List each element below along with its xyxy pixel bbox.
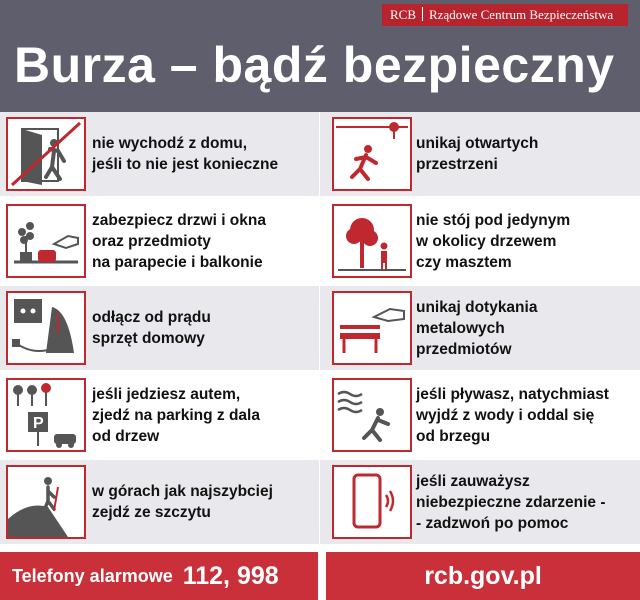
tip-line: na parapecie i balkonie (92, 253, 263, 271)
tip-line: jeśli jedziesz autem, (92, 385, 241, 403)
svg-text:P: P (33, 415, 44, 432)
tip-row-call-help (320, 460, 640, 544)
mountain-descent-icon (6, 465, 86, 539)
tip-line: nie wychodź z domu, (92, 135, 248, 152)
tip-line: przedmiotów (416, 340, 512, 358)
emergency-phones-label: Telefony alarmowe (12, 565, 173, 586)
tip-row-parking (0, 373, 320, 457)
tip-line: niebezpieczne zdarzenie - (416, 493, 606, 511)
left-tips-column (0, 112, 320, 544)
leave-water-icon (332, 378, 412, 452)
tip-line: czy masztem (416, 253, 512, 271)
emergency-phones-numbers: 112, 998 (182, 561, 279, 590)
tip-line: unikaj otwartych (416, 135, 539, 152)
tip-line: od drzew (92, 427, 160, 445)
lone-tree-icon (332, 204, 412, 278)
badge-separator (422, 7, 423, 21)
tip-text (416, 373, 638, 457)
parking-icon (6, 378, 86, 452)
tip-line: przestrzeni (416, 156, 498, 173)
website-link[interactable]: rcb.gov.pl (326, 552, 640, 600)
tip-line: od brzegu (416, 427, 491, 445)
tip-row-mountains (0, 460, 320, 544)
tip-line: zabezpiecz drzwi i okna (92, 211, 266, 229)
header (0, 0, 640, 112)
tip-text (92, 199, 318, 283)
tip-text (92, 460, 318, 544)
tip-line: w górach jak najszybciej (92, 483, 273, 500)
tip-line: jeśli to nie jest konieczne (92, 156, 279, 173)
tip-row-stay-home (0, 112, 320, 196)
unplug-iron-icon (6, 291, 86, 365)
tip-row-water (320, 373, 640, 457)
no-exit-door-icon (6, 117, 86, 191)
tip-line: sprzęt domowy (92, 330, 205, 347)
rcb-abbreviation: RCB (390, 7, 417, 22)
tip-row-secure-items (0, 199, 320, 283)
tip-line: zjedź na parking z dala (92, 406, 260, 424)
tip-line: wyjdź z wody i oddal się (416, 406, 595, 424)
tip-text (416, 199, 638, 283)
tip-line: w okolicy drzewem (416, 232, 557, 250)
tip-row-lone-tree (320, 199, 640, 283)
tip-text (92, 112, 318, 196)
metal-bench-icon (332, 291, 412, 365)
tip-line: - zadzwoń po pomoc (416, 514, 569, 532)
tip-text (416, 112, 638, 196)
tip-text (416, 286, 638, 370)
tip-line: odłącz od prądu (92, 309, 211, 326)
rcb-logo-badge (382, 4, 628, 26)
tip-line: jeśli pływasz, natychmiast (416, 385, 609, 403)
tip-line: zejdź ze szczytu (92, 504, 211, 521)
phone-call-icon (332, 465, 412, 539)
right-tips-column (320, 112, 640, 544)
tip-row-metal (320, 286, 640, 370)
tip-line: unikaj dotykania (416, 298, 538, 316)
tip-row-unplug (0, 286, 320, 370)
tip-line: metalowych (416, 319, 505, 337)
page-title: Burza – bądź bezpieczny (14, 37, 615, 93)
tip-text (92, 373, 318, 457)
tip-text (92, 286, 318, 370)
tip-row-open-space (320, 112, 640, 196)
tip-line: oraz przedmioty (92, 232, 211, 250)
tip-text (416, 460, 638, 544)
tip-line: nie stój pod jedynym (416, 211, 571, 229)
tip-line: jeśli zauważysz (416, 472, 530, 490)
emergency-phones-banner (0, 552, 318, 600)
rcb-full-name: Rządowe Centrum Bezpieczeństwa (429, 7, 614, 22)
windowsill-items-icon (6, 204, 86, 278)
open-space-runner-icon (332, 117, 412, 191)
